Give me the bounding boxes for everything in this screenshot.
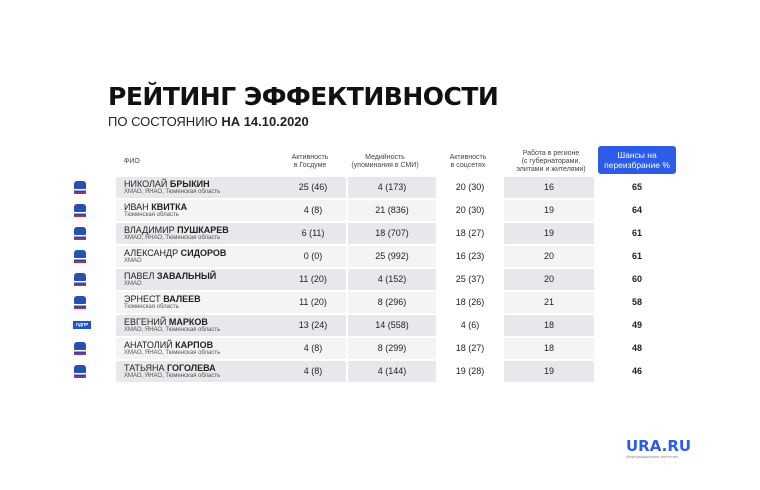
united-russia-logo-icon bbox=[73, 272, 87, 287]
party-logo-icon bbox=[73, 226, 87, 241]
cell-media: 4 (173) bbox=[377, 182, 407, 192]
cell-social: 16 (23) bbox=[455, 251, 485, 261]
header-media-line1: Медийность bbox=[365, 154, 405, 161]
party-logo-icon bbox=[73, 295, 87, 310]
cell-chance: 60 bbox=[631, 274, 642, 284]
candidate-first-name: ЭРНЕСТ bbox=[124, 294, 161, 304]
party-logo-icon bbox=[73, 203, 87, 218]
cell-region-work: 19 bbox=[543, 366, 554, 376]
candidate-last-name: КВИТКА bbox=[151, 202, 188, 212]
cell-chance: 58 bbox=[631, 297, 642, 307]
page-subtitle bbox=[108, 114, 309, 129]
candidate-first-name: АЛЕКСАНДР bbox=[124, 248, 179, 258]
united-russia-logo-icon bbox=[73, 249, 87, 264]
table-row bbox=[68, 199, 688, 222]
cell-social: 25 (37) bbox=[455, 274, 485, 284]
united-russia-logo-icon bbox=[73, 203, 87, 218]
party-logo-icon bbox=[73, 318, 87, 333]
header-social-line1: Активность bbox=[449, 154, 487, 161]
cell-media: 4 (144) bbox=[377, 366, 407, 376]
cell-chance: 61 bbox=[631, 228, 642, 238]
cell-duma: 4 (8) bbox=[303, 343, 323, 353]
cell-duma: 4 (8) bbox=[303, 366, 323, 376]
cell-region-work: 18 bbox=[543, 320, 554, 330]
candidate-region: ХМАО, ЯНАО, Тюменская область bbox=[124, 373, 221, 379]
cell-region-work: 16 bbox=[543, 182, 554, 192]
candidate-name bbox=[124, 271, 216, 281]
cell-media: 14 (558) bbox=[375, 320, 409, 330]
united-russia-logo-icon bbox=[73, 364, 87, 379]
cell-region-work: 20 bbox=[543, 251, 554, 261]
header-duma-line2: в Госдуме bbox=[293, 162, 327, 169]
cell-duma: 4 (8) bbox=[303, 205, 323, 215]
united-russia-logo-icon bbox=[73, 295, 87, 310]
candidate-region: Тюменская область bbox=[124, 212, 179, 218]
header-chance bbox=[598, 146, 676, 174]
cell-duma: 6 (11) bbox=[301, 228, 325, 238]
cell-media: 4 (152) bbox=[377, 274, 407, 284]
candidate-first-name: ИВАН bbox=[124, 202, 149, 212]
candidate-last-name: СИДОРОВ bbox=[180, 248, 227, 258]
candidate-last-name: ВАЛЕЕВ bbox=[163, 294, 201, 304]
cell-region-work: 19 bbox=[543, 228, 554, 238]
party-logo-icon bbox=[73, 249, 87, 264]
subtitle-prefix: ПО СОСТОЯНИЮ bbox=[108, 114, 218, 129]
header-fio: ФИО bbox=[124, 158, 140, 165]
candidate-name bbox=[124, 202, 187, 212]
candidate-first-name: ВЛАДИМИР bbox=[124, 225, 175, 235]
candidate-last-name: ЗАВАЛЬНЫЙ bbox=[156, 271, 217, 281]
cell-region-work: 18 bbox=[543, 343, 554, 353]
cell-chance: 61 bbox=[631, 251, 642, 261]
page-title: РЕЙТИНГ ЭФФЕКТИВНОСТИ bbox=[108, 82, 499, 111]
cell-media: 18 (707) bbox=[375, 228, 409, 238]
party-logo-icon bbox=[73, 272, 87, 287]
party-logo-icon bbox=[73, 341, 87, 356]
cell-social: 4 (6) bbox=[460, 320, 480, 330]
united-russia-logo-icon bbox=[73, 180, 87, 195]
cell-social: 18 (26) bbox=[455, 297, 485, 307]
cell-duma: 11 (20) bbox=[299, 297, 327, 307]
cell-chance: 49 bbox=[631, 320, 642, 330]
cell-duma: 25 (46) bbox=[298, 182, 328, 192]
cell-region-work: 20 bbox=[543, 274, 554, 284]
header-region-line1: Работа в регионе bbox=[522, 150, 580, 157]
header-chance-line2: переизбрание % bbox=[604, 160, 670, 170]
header-media-line2: (упоминания в СМИ) bbox=[351, 162, 419, 169]
candidate-last-name: МАРКОВ bbox=[168, 317, 208, 327]
header-social bbox=[436, 154, 500, 170]
ldpr-logo-icon: ЛДПР bbox=[73, 321, 91, 329]
header-region-line2: (с губернаторами, bbox=[521, 158, 581, 165]
candidate-name bbox=[124, 317, 208, 327]
table-row bbox=[68, 268, 688, 291]
header-duma-line1: Активность bbox=[291, 154, 329, 161]
party-logo-icon bbox=[73, 180, 87, 195]
candidate-name bbox=[124, 340, 213, 350]
party-logo-icon bbox=[73, 364, 87, 379]
cell-social: 18 (27) bbox=[455, 228, 485, 238]
cell-chance: 65 bbox=[631, 182, 642, 192]
candidate-first-name: ПАВЕЛ bbox=[124, 271, 155, 281]
candidate-name bbox=[124, 179, 210, 189]
cell-social: 20 (30) bbox=[455, 205, 485, 215]
header-social-line2: в соцсетях bbox=[450, 162, 486, 169]
united-russia-logo-icon bbox=[73, 341, 87, 356]
candidate-name bbox=[124, 294, 201, 304]
header-chance-line1: Шансы на bbox=[617, 150, 657, 160]
candidate-name bbox=[124, 363, 216, 373]
candidate-last-name: КАРПОВ bbox=[175, 340, 214, 350]
table-row bbox=[68, 245, 688, 268]
cell-region-work: 21 bbox=[543, 297, 554, 307]
subtitle-date: НА 14.10.2020 bbox=[221, 114, 309, 129]
rating-table bbox=[68, 176, 688, 383]
table-row bbox=[68, 176, 688, 199]
table-row bbox=[68, 291, 688, 314]
header-region-work bbox=[508, 150, 594, 174]
header-duma bbox=[280, 154, 340, 170]
table-row bbox=[68, 360, 688, 383]
candidate-region: ХМАО, ЯНАО, Тюменская область bbox=[124, 189, 221, 195]
cell-chance: 48 bbox=[631, 343, 642, 353]
candidate-first-name: НИКОЛАЙ bbox=[124, 179, 168, 189]
cell-chance: 46 bbox=[631, 366, 642, 376]
cell-duma: 0 (0) bbox=[303, 251, 323, 261]
cell-social: 20 (30) bbox=[455, 182, 485, 192]
table-row bbox=[68, 314, 688, 337]
candidate-name bbox=[124, 225, 229, 235]
candidate-region: Тюменская область bbox=[124, 304, 179, 310]
cell-media: 8 (296) bbox=[377, 297, 407, 307]
cell-media: 25 (992) bbox=[375, 251, 409, 261]
cell-media: 21 (836) bbox=[375, 205, 409, 215]
candidate-name bbox=[124, 248, 226, 258]
cell-duma: 13 (24) bbox=[298, 320, 328, 330]
united-russia-logo-icon bbox=[73, 226, 87, 241]
brand-logo: URA.RU bbox=[626, 437, 692, 455]
candidate-region: ХМАО bbox=[124, 258, 142, 264]
cell-social: 19 (28) bbox=[455, 366, 485, 376]
header-media bbox=[345, 154, 425, 170]
candidate-first-name: АНАТОЛИЙ bbox=[124, 340, 173, 350]
candidate-first-name: ЕВГЕНИЙ bbox=[124, 317, 167, 327]
table-row bbox=[68, 337, 688, 360]
header-region-line3: элитами и жителями) bbox=[516, 166, 586, 173]
candidate-region: ХМАО, ЯНАО, Тюменская область bbox=[124, 350, 221, 356]
cell-media: 8 (299) bbox=[377, 343, 407, 353]
candidate-region: ХМАО, ЯНАО, Тюменская область bbox=[124, 235, 221, 241]
table-row bbox=[68, 222, 688, 245]
cell-chance: 64 bbox=[631, 205, 642, 215]
cell-region-work: 19 bbox=[543, 205, 554, 215]
candidate-last-name: ГОГОЛЕВА bbox=[167, 363, 216, 373]
cell-duma: 11 (20) bbox=[299, 274, 327, 284]
candidate-last-name: БРЫКИН bbox=[169, 179, 210, 189]
brand-subtitle: Информационное агентство bbox=[626, 454, 679, 459]
candidate-first-name: ТАТЬЯНА bbox=[124, 363, 165, 373]
candidate-region: ХМАО, ЯНАО, Тюменская область bbox=[124, 327, 221, 333]
candidate-last-name: ПУШКАРЕВ bbox=[177, 225, 229, 235]
cell-social: 18 (27) bbox=[455, 343, 485, 353]
candidate-region: ХМАО bbox=[124, 281, 142, 287]
